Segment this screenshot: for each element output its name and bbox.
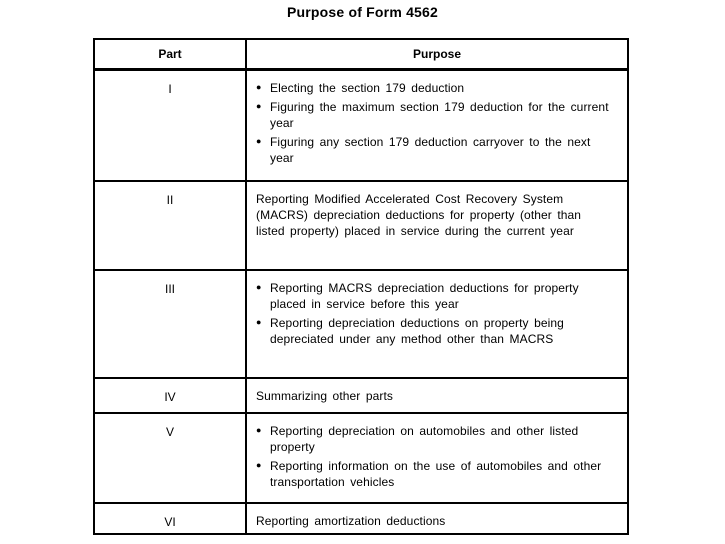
purpose-item-text: Electing the section 179 deduction [270, 81, 465, 95]
purpose-cell [246, 378, 628, 413]
purpose-cell [246, 503, 628, 534]
bullet-item [256, 134, 613, 166]
page-title: Purpose of Form 4562 [286, 4, 439, 20]
purpose-cell [246, 181, 628, 270]
bullet-item [256, 99, 613, 131]
bullet-icon: ● [256, 82, 262, 92]
bullet-icon: ● [256, 459, 262, 470]
table-row [94, 378, 628, 413]
bullet-item [256, 280, 613, 312]
purpose-item-text: Reporting depreciation deductions on property being depreciated under any method other than MACRS [270, 315, 564, 346]
purpose-item-text: Reporting MACRS depreciation deductions for property placed in service before this year [270, 280, 579, 311]
table-row [94, 70, 628, 181]
col-header-purpose: Purpose [246, 39, 628, 70]
part-cell: V [94, 413, 246, 503]
bullet-icon: ● [256, 316, 262, 327]
purpose-text: Reporting Modified Accelerated Cost Recovery System (MACRS) depreciation deductions for property (other than listed property) placed in service during the current year [256, 191, 582, 238]
table-row [94, 503, 628, 534]
purpose-item-text: Figuring the maximum section 179 deduction for the current year [270, 100, 609, 130]
purpose-text: Reporting amortization deductions [256, 513, 446, 528]
purpose-item-text: Reporting information on the use of automobiles and other transportation vehicles [270, 458, 602, 489]
purpose-cell [246, 70, 628, 181]
col-header-part: Part [94, 39, 246, 70]
bullet-item [256, 315, 613, 347]
purpose-text: Summarizing other parts [256, 388, 394, 403]
part-cell: II [94, 181, 246, 270]
part-cell: I [94, 70, 246, 181]
part-cell: VI [94, 503, 246, 534]
table-row [94, 181, 628, 270]
purpose-item-text: Figuring any section 179 deduction carryover to the next year [270, 135, 591, 165]
purpose-cell [246, 413, 628, 503]
purpose-table [93, 38, 629, 535]
part-cell: IV [94, 378, 246, 413]
bullet-icon: ● [256, 281, 262, 292]
bullet-item [256, 458, 613, 490]
header-row [94, 39, 628, 70]
bullet-item [256, 423, 613, 455]
purpose-cell [246, 270, 628, 378]
table-row [94, 413, 628, 503]
purpose-item-text: Reporting depreciation on automobiles and other listed property [270, 423, 579, 454]
bullet-icon: ● [256, 424, 262, 435]
bullet-item [256, 80, 613, 96]
table-row [94, 270, 628, 378]
bullet-icon: ● [256, 136, 262, 146]
bullet-icon: ● [256, 101, 262, 111]
part-cell: III [94, 270, 246, 378]
